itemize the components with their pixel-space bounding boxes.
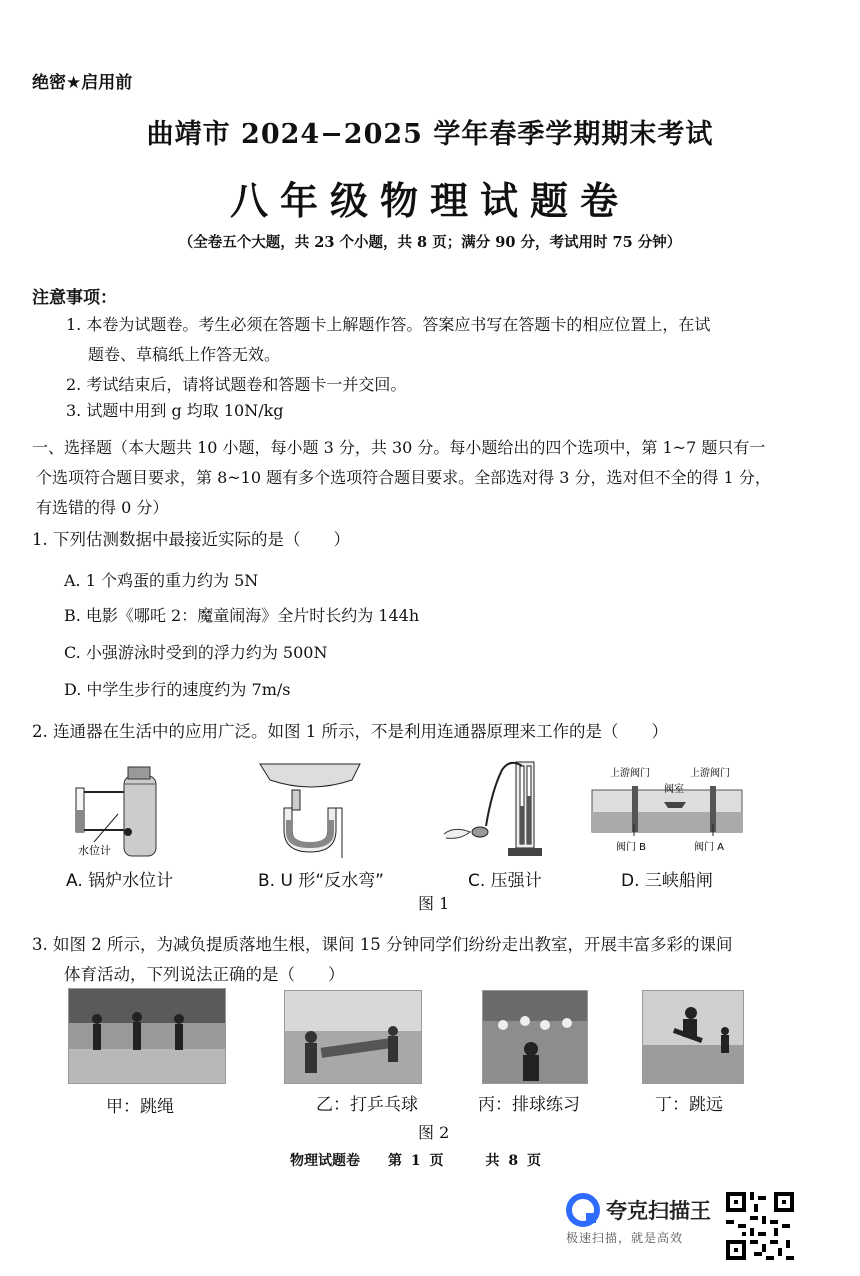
question-1-stem: 1. 下列估测数据中最接近实际的是（ ） xyxy=(32,530,350,549)
figure-2-caption-jia: 甲：跳绳 xyxy=(106,1097,174,1117)
table-tennis-photo xyxy=(284,990,422,1084)
secret-label: 绝密★启用前 xyxy=(32,73,133,93)
figure-1-label: 图 1 xyxy=(418,894,450,913)
question-1-option-b: B. 电影《哪吒 2：魔童闹海》全片时长约为 144h xyxy=(64,606,420,625)
exam-title: 曲靖市 2024−2025 学年春季学期期末考试 xyxy=(146,119,714,150)
figure-2-caption-yi: 乙：打乒乓球 xyxy=(316,1095,418,1115)
section-1-instructions xyxy=(32,433,832,523)
boiler-figure xyxy=(66,762,166,860)
scanner-slogan: 极速扫描，就是高效 xyxy=(566,1231,684,1245)
page-footer: 物理试题卷 第 1 页 共 8 页 xyxy=(290,1153,541,1169)
scanner-logo-icon xyxy=(566,1193,600,1227)
gate-a-label: 阀门 A xyxy=(694,842,725,853)
question-2-stem: 2. 连通器在生活中的应用广泛。如图 1 所示，不是利用连通器原理来工作的是（ ） xyxy=(32,722,668,741)
ship-lock-figure xyxy=(590,762,746,856)
gate-b-label: 阀门 B xyxy=(616,842,647,853)
upstream-gate-left-label: 上游阀门 xyxy=(610,768,650,779)
paper-title: 八年级物理试题卷 xyxy=(229,178,630,223)
figure-1-caption-b: B. U 形“反水弯” xyxy=(258,871,384,891)
upstream-gate-right-label: 上游阀门 xyxy=(690,768,730,779)
scanner-brand-name: 夸克扫描王 xyxy=(606,1199,711,1223)
section-1-line: 个选项符合题目要求，第 8~10 题有多个选项符合题目要求。全部选对得 3 分，选对但不全的得 1 分， xyxy=(36,468,771,487)
notes-heading: 注意事项： xyxy=(32,288,117,308)
note-2: 2. 考试结束后，请将试题卷和答题卡一并交回。 xyxy=(66,375,407,394)
question-1-option-c: C. 小强游泳时受到的浮力约为 500N xyxy=(64,643,328,662)
figure-2-caption-bing: 丙：排球练习 xyxy=(478,1095,580,1115)
figure-2-label: 图 2 xyxy=(418,1123,450,1142)
section-1-line: 有选错的得 0 分） xyxy=(36,498,169,517)
water-gauge-label: 水位计 xyxy=(78,844,111,857)
figure-2-caption-ding: 丁：跳远 xyxy=(655,1095,723,1115)
chamber-label: 阀室 xyxy=(664,784,684,795)
scanner-watermark xyxy=(566,1193,711,1246)
u-trap-figure xyxy=(256,758,362,858)
note-1: 1. 本卷为试题卷。考生必须在答题卡上解题作答。答案应书写在答题卡的相应位置上，在试 xyxy=(66,315,711,334)
long-jump-photo xyxy=(642,990,744,1084)
note-3: 3. 试题中用到 g 均取 10N/kg xyxy=(66,401,284,420)
question-3-stem-line-2: 体育活动，下列说法正确的是（ ） xyxy=(64,965,345,984)
figure-1-caption-a: A. 锅炉水位计 xyxy=(66,871,174,891)
question-1-option-d: D. 中学生步行的速度约为 7m/s xyxy=(64,680,291,699)
volleyball-photo xyxy=(482,990,588,1084)
note-1-cont: 题卷、草稿纸上作答无效。 xyxy=(88,345,281,364)
figure-1-caption-c: C. 压强计 xyxy=(468,871,542,891)
manometer-figure xyxy=(440,756,556,860)
question-1-option-a: A. 1 个鸡蛋的重力约为 5N xyxy=(64,571,259,590)
qr-code-icon[interactable] xyxy=(726,1192,794,1260)
jump-rope-photo xyxy=(68,988,226,1084)
paper-subtitle: （全卷五个大题，共 23 个小题，共 8 页；满分 90 分，考试用时 75 分钟） xyxy=(178,234,682,251)
section-1-line: 一、选择题（本大题共 10 小题，每小题 3 分，共 30 分。每小题给出的四个选项中，第 1~7 题只有一 xyxy=(32,438,766,457)
figure-1-caption-d: D. 三峡船闸 xyxy=(621,871,713,891)
question-3-stem-line-1: 3. 如图 2 所示，为减负提质落地生根，课间 15 分钟同学们纷纷走出教室，开展丰富多彩的课间 xyxy=(32,935,733,954)
